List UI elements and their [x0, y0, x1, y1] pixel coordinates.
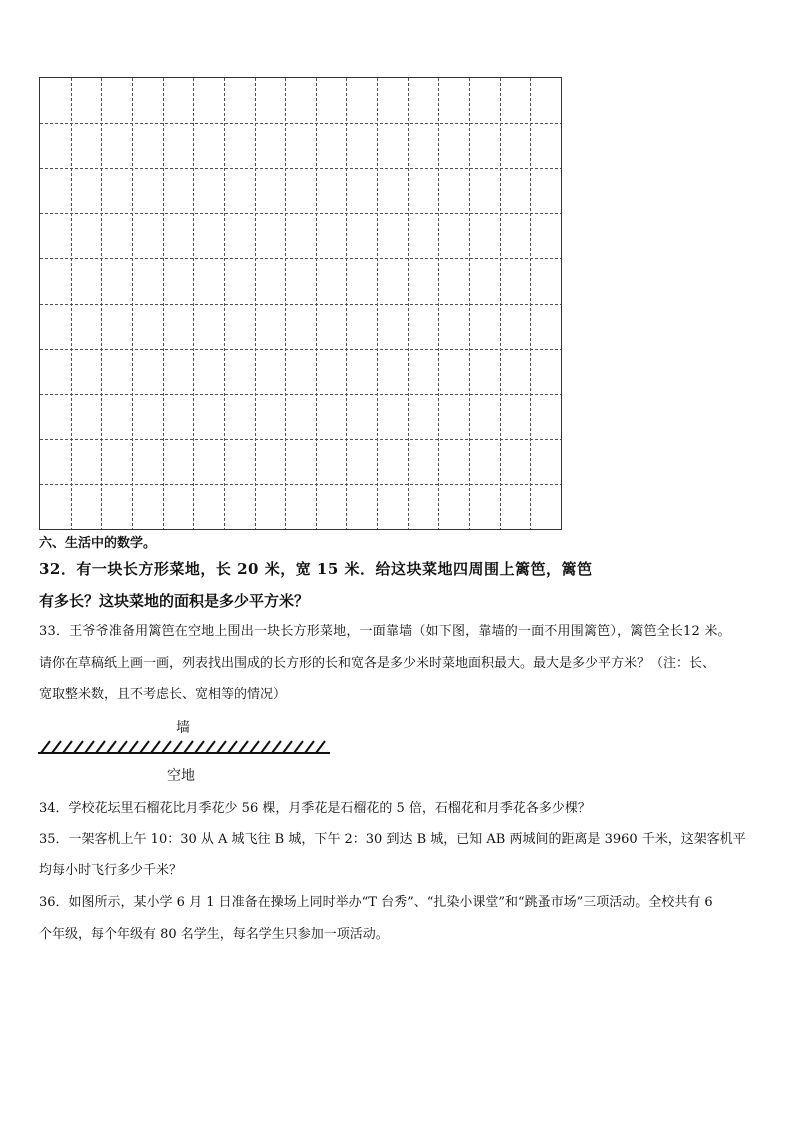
wall-hatch [96, 741, 105, 753]
wall-hatch [272, 741, 281, 753]
wall-hatch [250, 741, 259, 753]
wall-hatch [261, 741, 270, 753]
wall-hatch [173, 741, 182, 753]
wall-hatch [118, 741, 127, 753]
wall-hatch [74, 741, 83, 753]
wall-hatch [129, 741, 138, 753]
question-35-line-1: 35．一架客机上午 10：30 从 A 城飞往 B 城，下午 2：30 到达 B 城，已知 AB 两城间的距离是 3960 千米，这架客机平 [39, 832, 746, 847]
wall-hatch [162, 741, 171, 753]
wall-hatch [217, 741, 226, 753]
wall-hatch [151, 741, 160, 753]
wall-hatch [140, 741, 149, 753]
wall-hatch [206, 741, 215, 753]
writing-grid-lines [40, 78, 561, 529]
wall-hatch [195, 741, 204, 753]
wall-hatch [85, 741, 94, 753]
section-heading: 六、生活中的数学。 [39, 536, 157, 551]
wall-hatch [305, 741, 314, 753]
wall-hatch [228, 741, 237, 753]
wall-hatch [316, 741, 325, 753]
question-34-line-1: 34．学校花坛里石榴花比月季花少 56 棵，月季花是石榴花的 5 倍，石榴花和月季花各多少棵？ [39, 801, 591, 816]
ground-label: 空地 [167, 768, 195, 784]
wall-hatch [52, 741, 61, 753]
wall-hatch [63, 741, 72, 753]
question-32-line-2: 有多长？这块菜地的面积是多少平方米？ [39, 592, 310, 610]
question-35-line-2: 均每小时飞行多少千米？ [39, 863, 183, 878]
question-33-line-2: 请你在草稿纸上画一画，列表找出围成的长方形的长和宽各是多少米时菜地面积最大。最大是多少平方米？（注：长、 [39, 656, 716, 671]
wall-hatch [294, 741, 303, 753]
wall-diagram [38, 738, 332, 756]
wall-hatch [107, 741, 116, 753]
question-33-line-1: 33．王爷爷准备用篱笆在空地上围出一块长方形菜地，一面靠墙（如下图，靠墙的一面不用围篱笆），篱笆全长12 米。 [39, 624, 731, 639]
wall-hatch [184, 741, 193, 753]
wall-label: 墙 [176, 720, 190, 736]
wall-hatch [283, 741, 292, 753]
question-32-line-1: 32．有一块长方形菜地，长 20 米，宽 15 米．给这块菜地四周围上篱笆，篱笆 [39, 560, 593, 578]
question-33-line-3: 宽取整米数，且不考虑长、宽相等的情况） [39, 687, 287, 702]
question-36-line-1: 36．如图所示，某小学 6 月 1 日准备在操场上同时举办“T 台秀”、“扎染小课堂”和“跳蚤市场”三项活动。全校共有 6 [39, 895, 713, 910]
wall-hatch [41, 741, 50, 753]
wall-hatch [239, 741, 248, 753]
writing-grid [39, 77, 562, 530]
question-36-line-2: 个年级，每个年级有 80 名学生，每名学生只参加一项活动。 [39, 927, 389, 942]
